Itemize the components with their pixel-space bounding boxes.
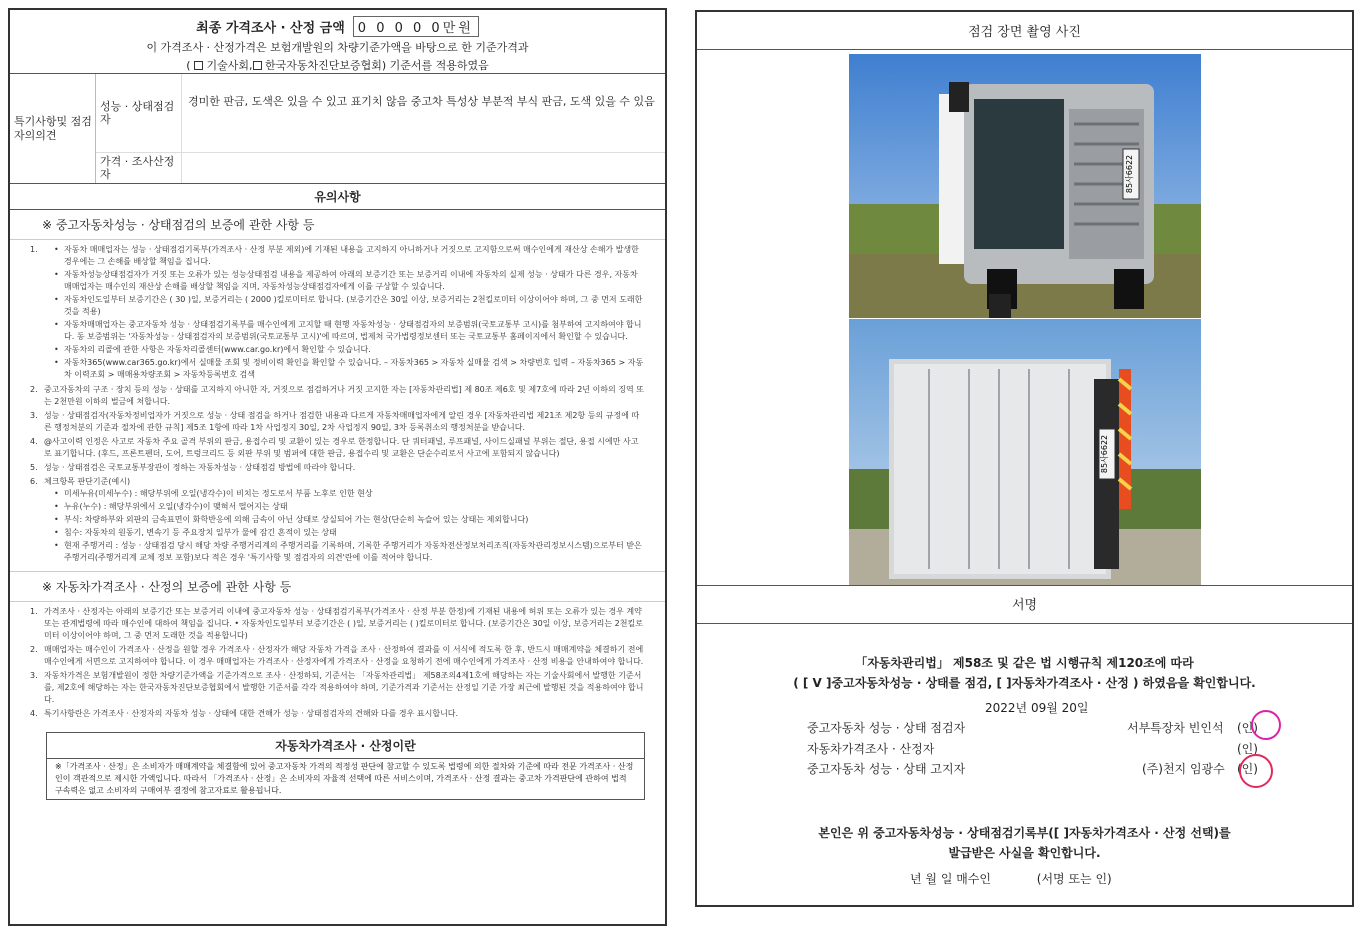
left-page — [8, 8, 667, 926]
list-item — [30, 384, 645, 408]
notifier-seal-text: (인) — [1237, 762, 1258, 776]
section1-list — [10, 240, 665, 571]
price-value: 0 0 0 0 0 — [357, 21, 443, 36]
price-label: 최종 가격조사 · 산정 금액 — [196, 21, 345, 36]
list-item — [30, 644, 645, 668]
truck-rear-photo — [849, 319, 1201, 585]
list-item-text: 특기사항란은 가격조사 · 산정자의 자동차 성능 · 상태에 대한 견해가 성능 · 상태점검자의 견해와 다를 경우 표시합니다. — [44, 709, 459, 718]
notifier-seal-stamp — [1239, 754, 1273, 788]
list-item-text: @사고이력 인정은 사고로 자동차 주요 골격 부위의 판금, 용접수리 및 교환이 있는 경우로 한정합니다. 단 쿼터패널, 루프패널, 사이드실패널 부위는 절단, 용접 시에만 사고로 표기합니다. (후드, 프론트펜더, 도어, 트렁크리드 등 외판 부위 및 범퍼에 대한 판금, 용접수리 및 교환은 단순수리로서 사고에 포함되지 않습니다) — [44, 437, 639, 458]
rear-plate-text: 85사6622 — [1100, 434, 1109, 474]
section1-title: ※ 중고자동차성능 · 상태점검의 보증에 관한 사항 등 — [10, 210, 665, 240]
appraiser-seal-text: (인) — [1237, 742, 1258, 756]
truck-front-photo — [849, 54, 1201, 318]
list-item-number: 1. — [30, 607, 38, 616]
price-note: 이 가격조사 · 산정가격은 보험개발원의 차량기준가액을 바탕으로 한 기준가격과 — [146, 41, 529, 54]
list-item — [30, 708, 645, 720]
front-plate-text: 85사6622 — [1125, 154, 1134, 194]
list-item-number: 5. — [30, 463, 38, 472]
list-item-number: 3. — [30, 411, 38, 420]
list-subitem: • 부식: 차량하부와 외판의 금속표면이 화학반응에 의해 금속이 아닌 상태로 상실되어 가는 현상(단순히 녹슬어 있는 상태는 제외합니다) — [54, 514, 645, 526]
inspector-name: 서부특장차 빈인석 — [1127, 721, 1224, 735]
list-subitem: • 자동차의 리콜에 관한 사항은 자동차리콜센터(www.car.go.kr)에서 확인할 수 있습니다. — [54, 344, 645, 356]
inspector-label: 성능 · 상태점검자 — [96, 74, 182, 152]
list-item — [30, 436, 645, 460]
list-item-text: 자동차가격은 보험개발원이 정한 차량기준가액을 기준가격으로 조사 · 산정하되, 기준서는 「자동차관리법」 제58조의4제1호에 해당하는 자는 기술사회에서 발행한 기준서를, 제2호에 해당하는 자는 한국자동차진단보증협회에서 발행한 기준서를 각각 적용하여야 하며, 기준가격과 기준서는 산정일 기준 가장 최근에 발행된 것을 적용하여야 합니다. — [44, 671, 644, 704]
list-item-text: 체크항목 판단기준(예시) — [44, 477, 131, 486]
list-subitem: • 침수: 자동차의 원동기, 변속기 등 주요장치 일부가 물에 잠긴 흔적이 있는 상태 — [54, 527, 645, 539]
confirm-line-1: 본인은 위 중고자동차성능 · 상태점검기록부([ ]자동차가격조사 · 산정 선택)를 — [818, 826, 1231, 840]
role-appraiser: 자동차가격조사 · 산정자 — [807, 742, 935, 756]
list-subitem: • 자동차365(www.car365.go.kr)에서 실매물 조회 및 정비이력 확인을 확인할 수 있습니다. – 자동차365 > 자동차 실매물 검색 > 차량번호 입력 – 자동차365 > 자동차 이력조회 > 매매용차량조회 > 자동차등록번호 검색 — [54, 357, 645, 381]
appraisal-definition-title: 자동차가격조사 · 산정이란 — [47, 733, 644, 759]
list-subitem: • 자동차 매매업자는 성능 · 상태점검기록부(가격조사 · 산정 부분 제외)에 기재된 내용을 고지하지 아니하거나 거짓으로 고지함으로써 매수인에게 재산상 손해가 발생한 경우에는 그 손해를 배상할 책임을 집니다. — [54, 244, 645, 268]
notifier-name: (주)천지 임광수 — [1142, 762, 1225, 776]
photo-area — [697, 50, 1352, 586]
notice-title: 유의사항 — [10, 184, 665, 210]
list-item-text: 성능 · 상태점검자(자동차정비업자가 거짓으로 성능 · 상태 점검을 하거나 점검한 내용과 다르게 자동차매매업자에게 알린 경우 [자동차관리법 제21조 제2항 등의 규정에 따른 행정처분의 기준과 절차에 관한 규칙] 제5조 1항에 따라 1차 사업정지 30일, 2차 사업정지 90일, 3차 등록취소의 행정처분을 받습니다. — [44, 411, 640, 432]
list-item-number: 2. — [30, 645, 38, 654]
price-header — [10, 10, 665, 74]
right-page — [695, 10, 1354, 907]
list-item-number: 4. — [30, 709, 38, 718]
list-item — [30, 244, 645, 382]
buyer-line: 년 월 일 매수인 (서명 또는 인) — [910, 872, 1112, 886]
list-subitem: • 현재 주행거리 : 성능 · 상태점검 당시 해당 차량 주행거리계의 주행거리를 기록하며, 기록한 주행거리가 자동차전산정보처리조직(자동차관리정보시스템)으로부터 받은 주행거리(주행거리계 교체 정보 포함)보다 적은 경우 '특기사항 및 점검자의 의견'란에 이를 적어야 합니다. — [54, 540, 645, 564]
appraisal-definition-text: ※「가격조사 · 산정」은 소비자가 매매계약을 체결함에 있어 중고자동차 가격의 적정성 판단에 참고할 수 있도록 법령에 의한 절차와 기준에 따라 전문 가격조사 · 산정인이 객관적으로 제시한 가액입니다. 따라서 「가격조사 · 산정」은 소비자의 자율적 선택에 따른 서비스이며, 가격조사 · 산정 결과는 중고차 가격판단에 관하여 법적 구속력은 없고 소비자의 구매여부 결정에 참고자료로 활용됩니다. — [55, 762, 634, 795]
standard-choice: ( 기술사회, 한국자동차진단보증협회) 기준서를 적용하였음 — [186, 59, 489, 72]
list-item-text: 매매업자는 매수인이 가격조사 · 산정을 원할 경우 가격조사 · 산정자가 해당 자동차 가격을 조사 · 산정하여 결과를 이 서식에 적도록 한 후, 반드시 매매계약을 체결하기 전에 매수인에게 서면으로 고지하여야 합니다. 이 경우 매매업자는 가격조사 · 산정자에게 가격조사 · 산정을 요청하기 전에 매수인에게 가격조사 · 산정 비용을 안내하여야 합니다. — [44, 645, 644, 666]
list-subitem: • 자동차인도일부터 보증기간은 ( 30 )일, 보증거리는 ( 2000 )킬로미터로 합니다. (보증기간은 30일 이상, 보증거리는 2천킬로미터 이상이어야 하며, 그 중 먼저 도래한 것을 적용) — [54, 294, 645, 318]
list-item-number: 4. — [30, 437, 38, 446]
list-subitem: • 자동차매매업자는 중고자동차 성능 · 상태점검기록부를 매수인에게 고지할 때 현행 자동차성능 · 상태점검자의 보증범위(국토교통부 고시)를 첨부하여 고지하여야 합니다. 동 보증범위는 '자동차성능 · 상태점검자의 보증범위(국토교통부 고시)'에 따르며, 법제처 국가법령정보센터 또는 국토교통부 홈페이지에서 확인할 수 있습니다. — [54, 319, 645, 343]
list-item-number: 6. — [30, 477, 38, 486]
list-item — [30, 410, 645, 434]
list-subitem: • 미세누유(미세누수) : 해당부위에 오일(냉각수)이 비치는 정도로서 부품 노후로 인한 현상 — [54, 488, 645, 500]
sign-date: 2022년 09월 20일 — [985, 701, 1089, 715]
role-notifier: 중고자동차 성능 · 상태 고지자 — [807, 762, 966, 776]
list-item — [30, 606, 645, 642]
checkbox-2[interactable] — [253, 61, 262, 70]
appraiser-label: 가격 · 조사산정자 — [96, 153, 182, 183]
list-item — [30, 462, 645, 474]
price-value-box — [353, 16, 479, 37]
checkbox-1[interactable] — [194, 61, 203, 70]
list-item-number: 3. — [30, 671, 38, 680]
list-item-text: 가격조사 · 산정자는 아래의 보증기간 또는 보증거리 이내에 중고자동차 성능 · 상태점검기록부(가격조사 · 산정 부분 한정)에 기재된 내용에 허위 또는 오류가 있는 경우 계약 또는 관계법령에 따라 매수인에 대하여 책임을 집니다. • 자동차인도일부터 보증기간은 ( )일, 보증거리는 ( )킬로미터로 합니다. (보증기간은 30일 이상, 보증거리는 2천킬로미터 이상이어야 하며, 그 중 먼저 도래한 것을 적용합니다) — [44, 607, 643, 640]
photo-section-title: 점검 장면 촬영 사진 — [697, 12, 1352, 50]
section2-title: ※ 자동차가격조사 · 산정의 보증에 관한 사항 등 — [10, 571, 665, 602]
list-subitem: • 누유(누수) : 해당부위에서 오일(냉각수)이 맺혀서 떨어지는 상태 — [54, 501, 645, 513]
appraisal-definition-box — [46, 732, 645, 800]
role-inspector: 중고자동차 성능 · 상태 점검자 — [807, 721, 966, 735]
check-line: ( [ V ]중고자동차성능 · 상태를 점검, [ ]자동차가격조사 · 산정 ) 하였음을 확인합니다. — [793, 676, 1256, 690]
appraiser-opinion — [182, 153, 665, 193]
list-item — [30, 476, 645, 565]
section2-list — [10, 602, 665, 726]
buyer-sign-text: (서명 또는 인) — [1036, 872, 1112, 886]
list-item-number: 2. — [30, 385, 38, 394]
list-subitem: • 자동차성능상태점검자가 거짓 또는 오류가 있는 성능상태점검 내용을 제공하여 아래의 보증기간 또는 보증거리 이내에 자동차의 실제 성능 · 상태가 다른 경우, 자동차매매업자는 매수인의 재산상 손해를 배상할 책임을 지며, 자동차성능상태점검자에게 이를 구상할 수 있습니다. — [54, 269, 645, 293]
price-unit: 만원 — [442, 21, 474, 36]
signature-area — [697, 624, 1352, 907]
inspector-seal-stamp — [1251, 710, 1281, 740]
special-notes — [10, 74, 665, 184]
list-item — [30, 670, 645, 706]
inspector-opinion: 경미한 판금, 도색은 있을 수 있고 표기치 않음 중고차 특성상 부분적 부식 판금, 도색 있을 수 있음 — [188, 95, 655, 108]
list-item-number: 1. — [30, 245, 38, 254]
list-item-text: 중고자동차의 구조 · 장치 등의 성능 · 상태를 고지하지 아니한 자, 거짓으로 점검하거나 거짓 고지한 자는 [자동차관리법] 제 80조 제6호 및 제7호에 따라 2년 이하의 징역 또는 2천만원 이하의 벌금에 처합니다. — [44, 385, 645, 406]
inspector-seal-text: (인) — [1237, 721, 1258, 735]
law-line: 「자동차관리법」 제58조 및 같은 법 시행규칙 제120조에 따라 — [855, 656, 1194, 670]
confirm-line-2: 발급받은 사실을 확인합니다. — [948, 846, 1101, 860]
special-label: 특기사항및 점검자의의견 — [10, 74, 96, 183]
list-item-text: 성능 · 상태점검은 국토교통부장관이 정하는 자동차성능 · 상태점검 방법에 따라야 합니다. — [44, 463, 356, 472]
signature-title: 서명 — [697, 586, 1352, 624]
